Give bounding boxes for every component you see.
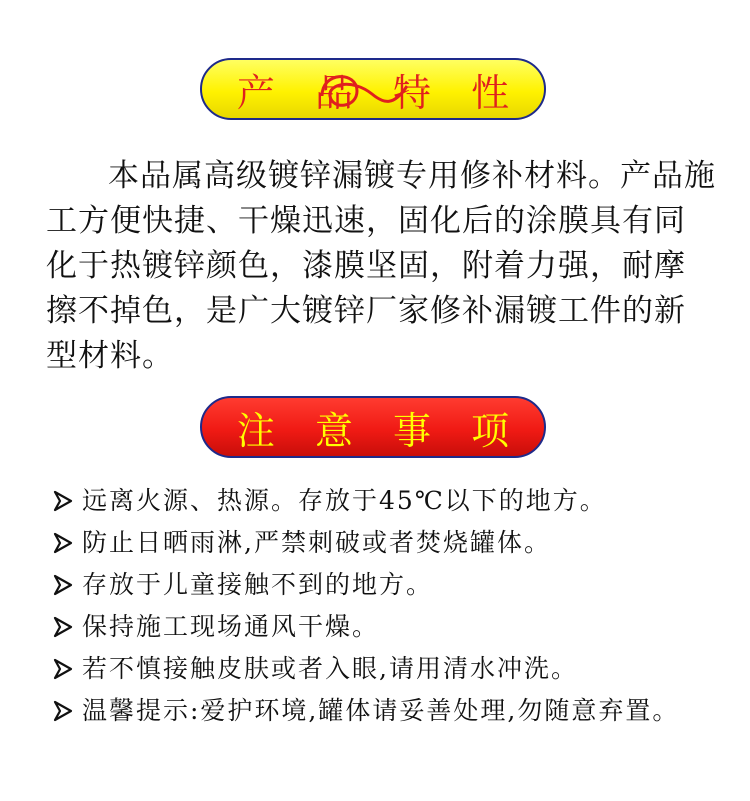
arrowhead-bullet-icon xyxy=(52,522,82,564)
features-title: 产 品 特 性 xyxy=(236,70,524,115)
note-text: 存放于儿童接触不到的地方。 xyxy=(82,570,434,599)
list-item xyxy=(52,480,732,522)
note-text: 保持施工现场通风干燥。 xyxy=(82,612,380,641)
arrowhead-bullet-icon xyxy=(52,564,82,606)
note-text: 若不慎接触皮肤或者入眼,请用清水冲洗。 xyxy=(82,654,578,683)
list-item xyxy=(52,648,732,690)
list-item xyxy=(52,606,732,648)
list-item xyxy=(52,522,732,564)
arrowhead-bullet-icon xyxy=(52,480,82,522)
arrowhead-bullet-icon xyxy=(52,606,82,648)
arrowhead-bullet-icon xyxy=(52,690,82,732)
features-title-banner xyxy=(200,58,546,120)
arrowhead-bullet-icon xyxy=(52,648,82,690)
list-item xyxy=(52,564,732,606)
notes-list xyxy=(52,480,732,732)
list-item xyxy=(52,690,732,732)
note-text: 温馨提示:爱护环境,罐体请妥善处理,勿随意弃置。 xyxy=(82,696,680,725)
features-paragraph: 本品属高级镀锌漏镀专用修补材料。产品施工方便快捷、干燥迅速，固化后的涂膜具有同化于热镀锌颜色，漆膜坚固，附着力强，耐摩擦不掉色，是广大镀锌厂家修补漏镀工件的新型材料。 xyxy=(46,158,716,374)
note-text: 远离火源、热源。存放于45℃以下的地方。 xyxy=(82,486,607,515)
note-text: 防止日晒雨淋,严禁刺破或者焚烧罐体。 xyxy=(82,528,551,557)
notes-title: 注 意 事 项 xyxy=(236,408,524,453)
notes-title-banner xyxy=(200,396,546,458)
